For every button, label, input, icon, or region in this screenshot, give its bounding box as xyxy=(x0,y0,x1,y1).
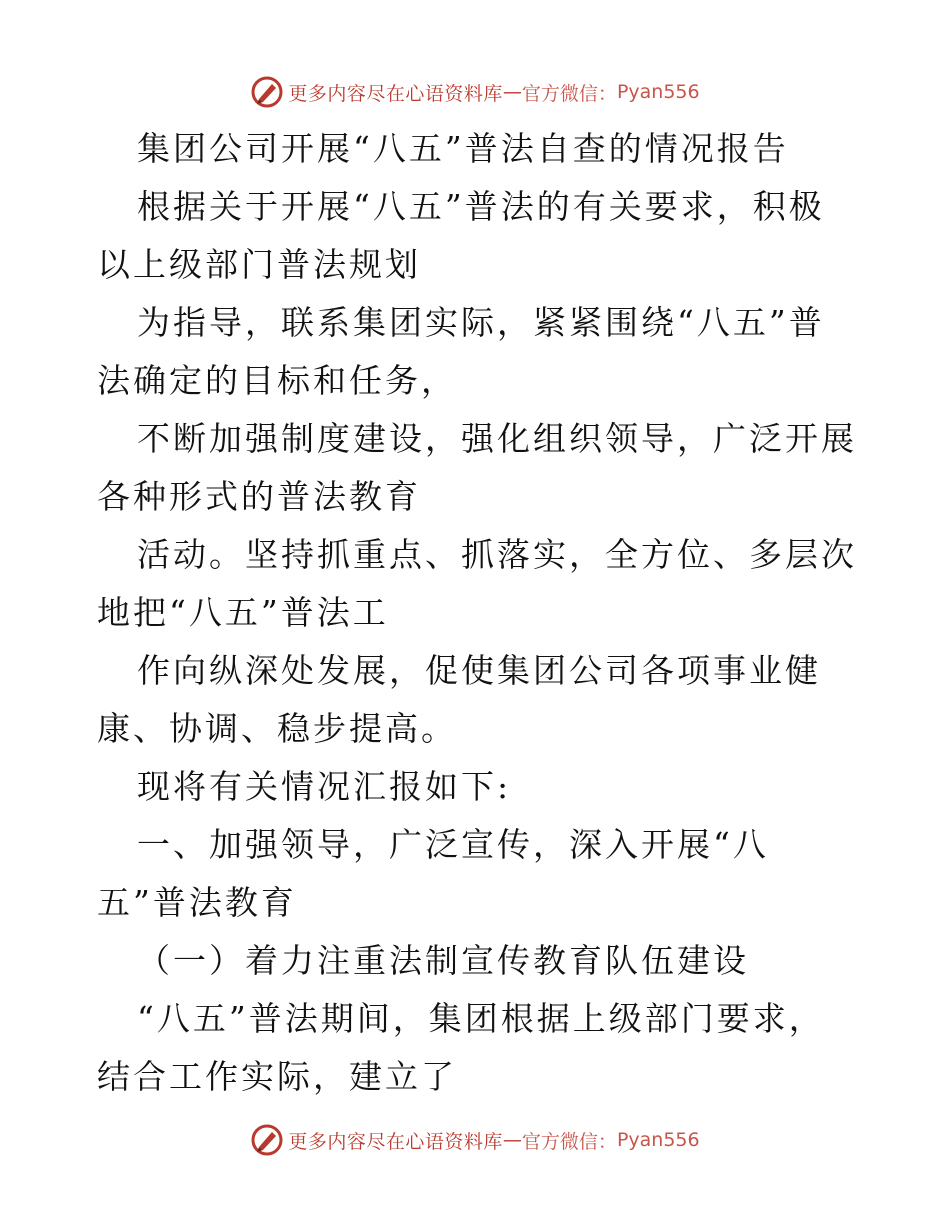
banner-account-label: 官方微信： xyxy=(521,1130,617,1153)
section-heading: 一、加强领导，广泛宣传，深入开展“八五”普法教育 xyxy=(97,825,769,922)
banner-account-id: Pyan556 xyxy=(616,1129,700,1151)
paragraph: 活动。坚持抓重点、抓落实，全方位、多层次地把“八五”普法工 xyxy=(97,535,857,632)
banner-account-label: 官方微信： xyxy=(521,82,617,105)
paragraph: 现将有关情况汇报如下: xyxy=(137,767,512,806)
pen-logo-icon xyxy=(250,1123,284,1157)
document-body xyxy=(97,120,857,1106)
header-banner xyxy=(0,72,950,112)
banner-text: 更多内容尽在心语资料库 xyxy=(288,1130,503,1153)
subsection-heading: （一）着力注重法制宣传教育队伍建设 xyxy=(137,941,749,980)
paragraph: 为指导，联系集团实际，紧紧围绕“八五”普法确定的目标和任务， xyxy=(97,303,825,400)
document-title: 集团公司开展“八五”普法自查的情况报告 xyxy=(137,129,789,168)
banner-account-id: Pyan556 xyxy=(616,81,700,103)
pen-logo-icon xyxy=(250,75,284,109)
paragraph: “八五”普法期间，集团根据上级部门要求，结合工作实际，建立了 xyxy=(97,999,825,1096)
footer-banner xyxy=(0,1120,950,1160)
paragraph: 作向纵深处发展，促使集团公司各项事业健康、协调、稳步提高。 xyxy=(97,651,821,748)
paragraph: 根据关于开展“八五”普法的有关要求，积极以上级部门普法规划 xyxy=(97,187,825,284)
banner-separator: — xyxy=(502,81,522,103)
paragraph: 不断加强制度建设，强化组织领导，广泛开展各种形式的普法教育 xyxy=(97,419,857,516)
banner-text: 更多内容尽在心语资料库 xyxy=(288,82,503,105)
banner-separator: — xyxy=(502,1129,522,1151)
